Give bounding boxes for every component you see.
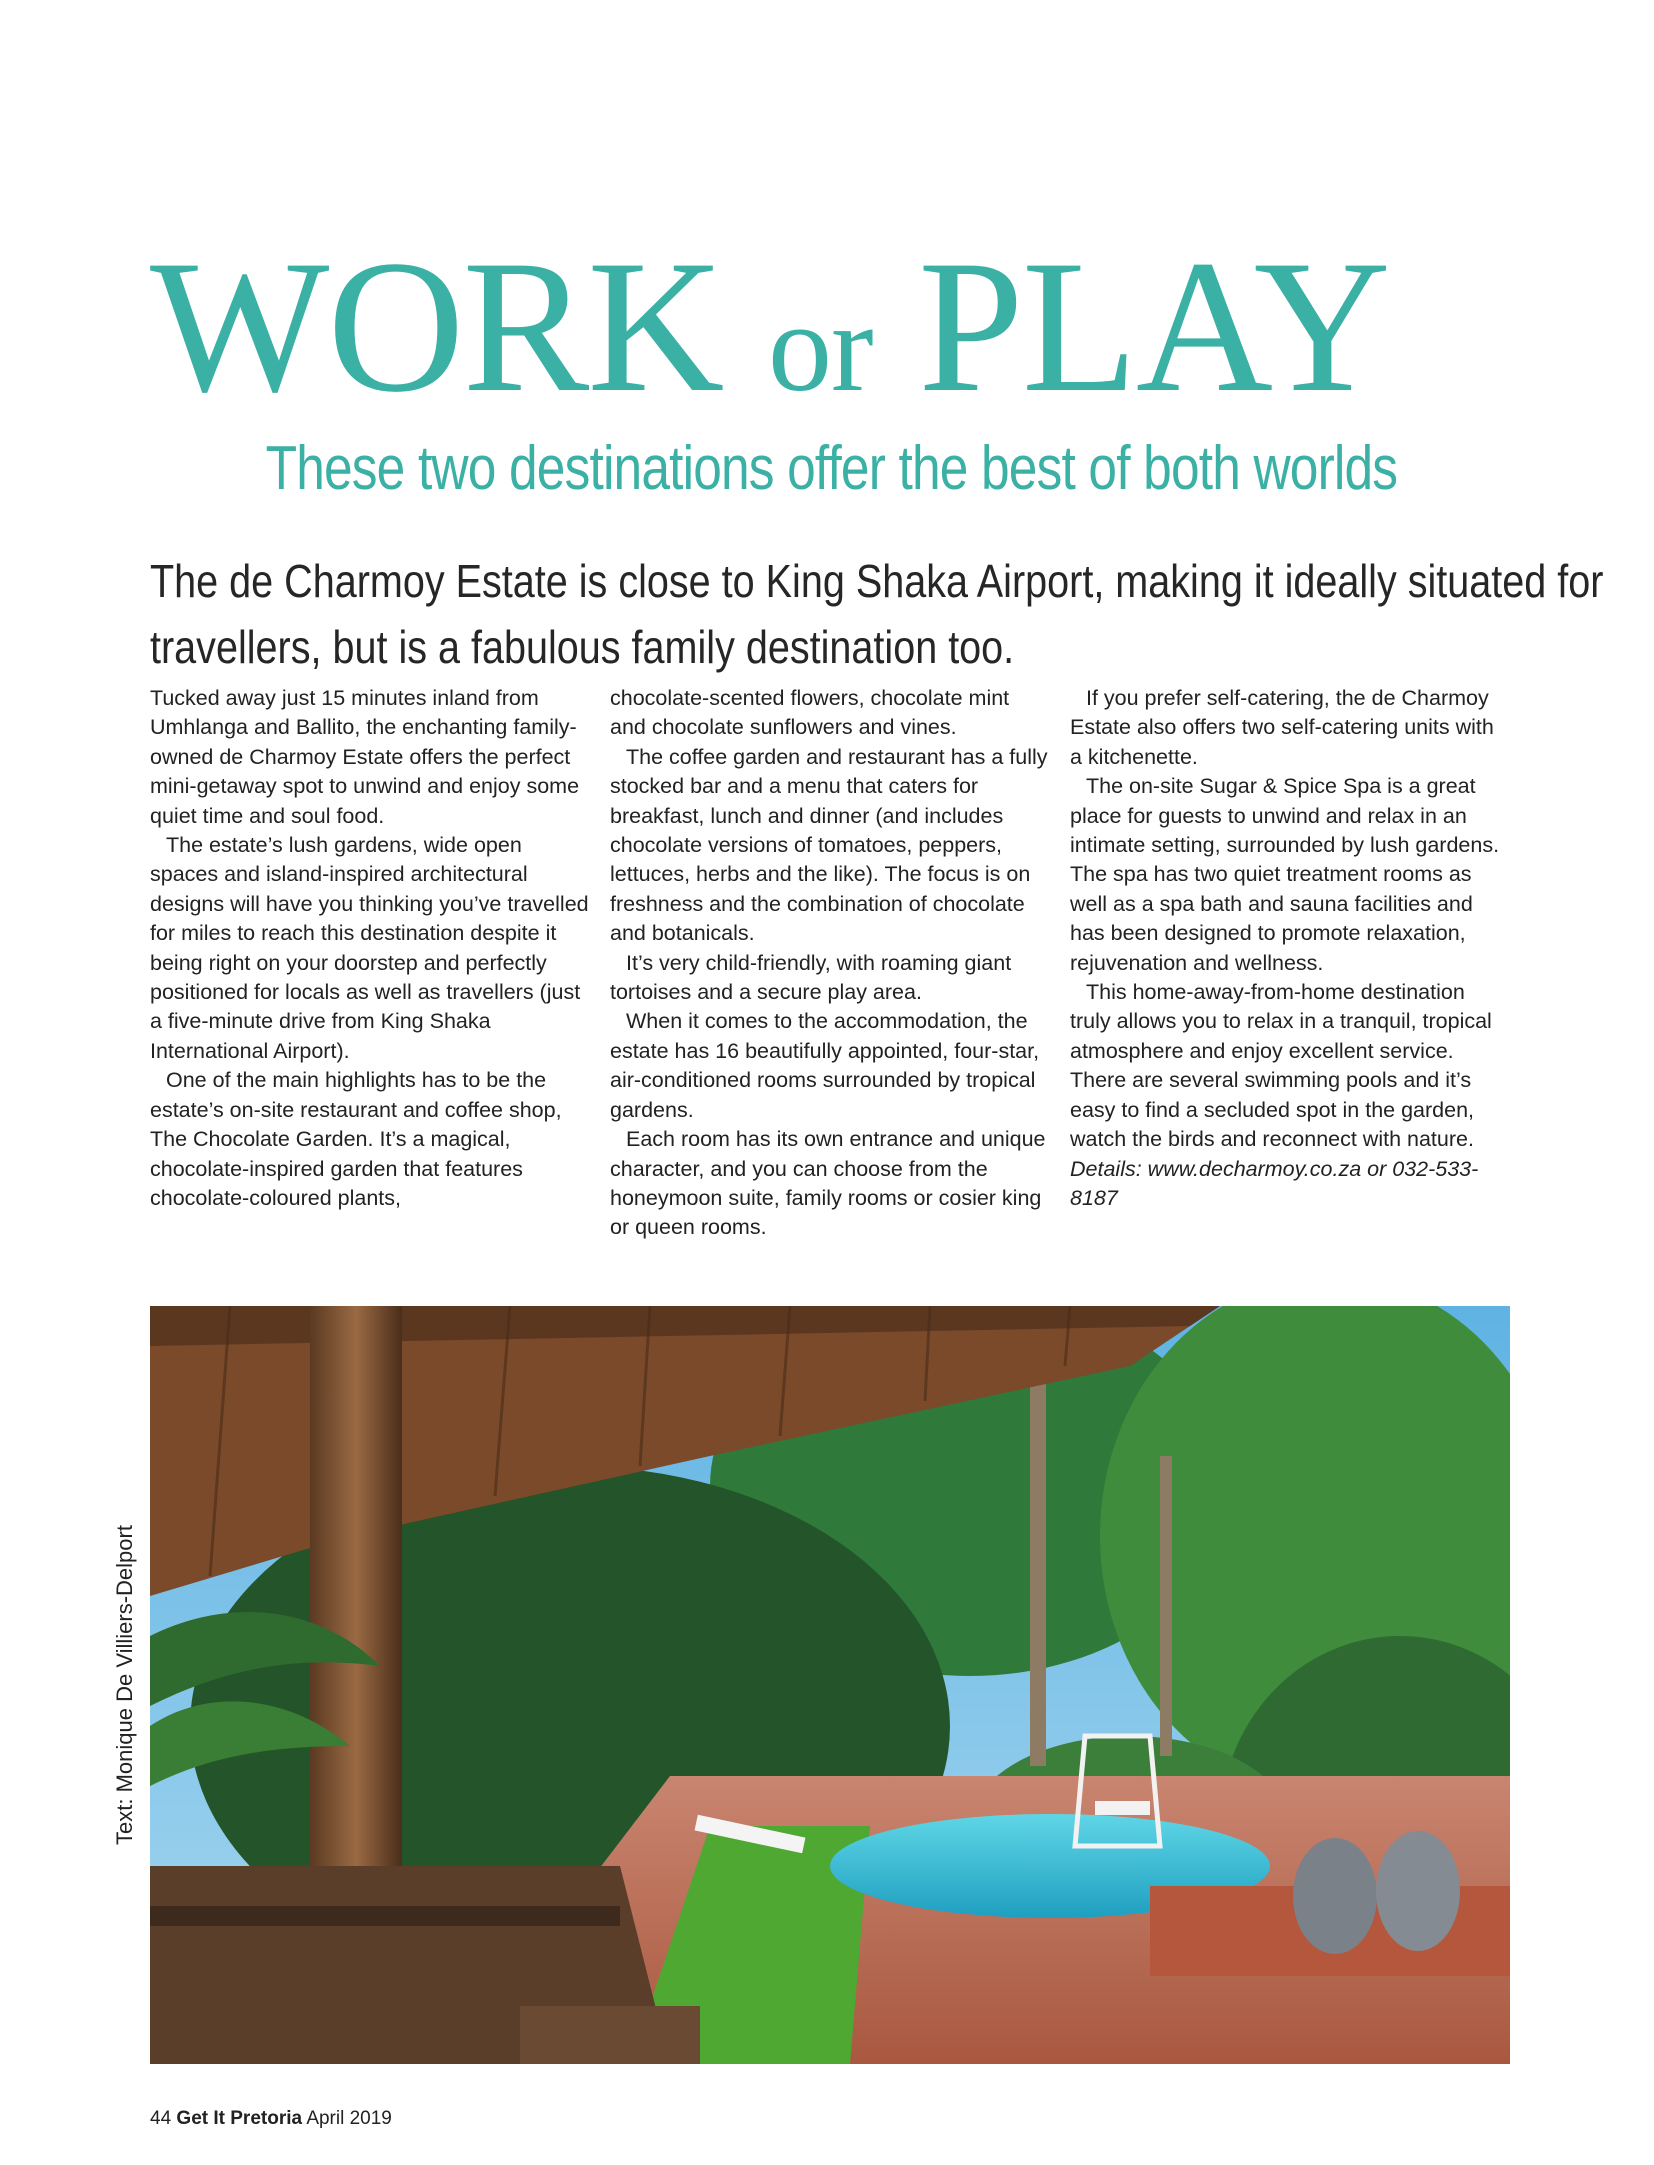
garden-pool-photo [150,1306,1510,2064]
article-column-3 [1070,684,1510,1243]
subtitle: These two destinations offer the best of both worlds [265,434,1398,503]
headline-play: PLAY [918,222,1389,432]
paragraph: When it comes to the accommodation, the estate has 16 beautifully appointed, four-star, air-conditioned rooms surrounded by tropical gardens. [610,1009,1040,1122]
intro-line-2: travellers, but is a fabulous family destination too. [150,621,1015,673]
issue-date: April 2019 [306,2108,392,2129]
article-column-1 [150,684,590,1243]
paragraph: chocolate-scented flowers, chocolate mint and chocolate sunflowers and vines. [610,686,1010,740]
headline-or: or [767,276,873,418]
intro-line-1: The de Charmoy Estate is close to King Shaka Airport, making it ideally situated for [150,555,1604,607]
paragraph: The coffee garden and restaurant has a fully stocked bar and a menu that caters for breakfast, lunch and dinner (and includes chocolate versions of tomatoes, peppers, lettuces, herbs and the like). The focus is on freshness and the combination of chocolate and botanicals. [610,744,1048,946]
paragraph: If you prefer self-catering, the de Charmoy Estate also offers two self-catering units with a kitchenette. [1070,686,1494,769]
details-line: Details: www.decharmoy.co.za or 032-533-8187 [1070,1156,1479,1210]
text-credit: Text: Monique De Villiers-Delport [112,1525,137,1845]
article-column-2 [610,684,1050,1243]
paragraph: Tucked away just 15 minutes inland from Umhlanga and Ballito, the enchanting family-owned de Charmoy Estate offers the perfect mini-getaway spot to unwind and enjoy some quiet time and soul food. [150,686,580,828]
page-number: 44 [150,2108,172,2129]
paragraph: This home-away-from-home destination truly allows you to relax in a tranquil, tropical atmosphere and enjoy excellent service. There are several swimming pools and it’s easy to find a secluded spot in the garden, watch the birds and reconnect with nature. [1070,980,1492,1152]
paragraph: It’s very child-friendly, with roaming giant tortoises and a secure play area. [610,950,1012,1005]
paragraph: The on-site Sugar & Spice Spa is a great place for guests to unwind and relax in an intimate setting, surrounded by lush gardens. The spa has two quiet treatment rooms as well as a spa bath and sauna facilities and has been designed to promote relaxation, rejuvenation and wellness. [1070,774,1500,975]
paragraph: Each room has its own entrance and unique character, and you can choose from the honeymoon suite, family rooms or cosier king or queen rooms. [610,1127,1046,1240]
photo-illustration [150,1306,1510,2064]
article-body [150,684,1510,1243]
intro-standfirst [150,548,1604,680]
headline [150,222,1510,432]
headline-work: WORK [150,222,723,432]
paragraph: One of the main highlights has to be the estate’s on-site restaurant and coffee shop, The Chocolate Garden. It’s a magical, chocolate-inspired garden that features chocolate-coloured plants, [150,1068,562,1210]
publication-name: Get It Pretoria [176,2108,303,2129]
paragraph: The estate’s lush gardens, wide open spaces and island-inspired architectural designs will have you thinking you’ve travelled for miles to reach this destination despite it being right on your doorstep and perfectly positioned for locals as well as travellers (just a five-minute drive from King Shaka International Airport). [150,833,589,1063]
page-footer [150,2108,392,2130]
